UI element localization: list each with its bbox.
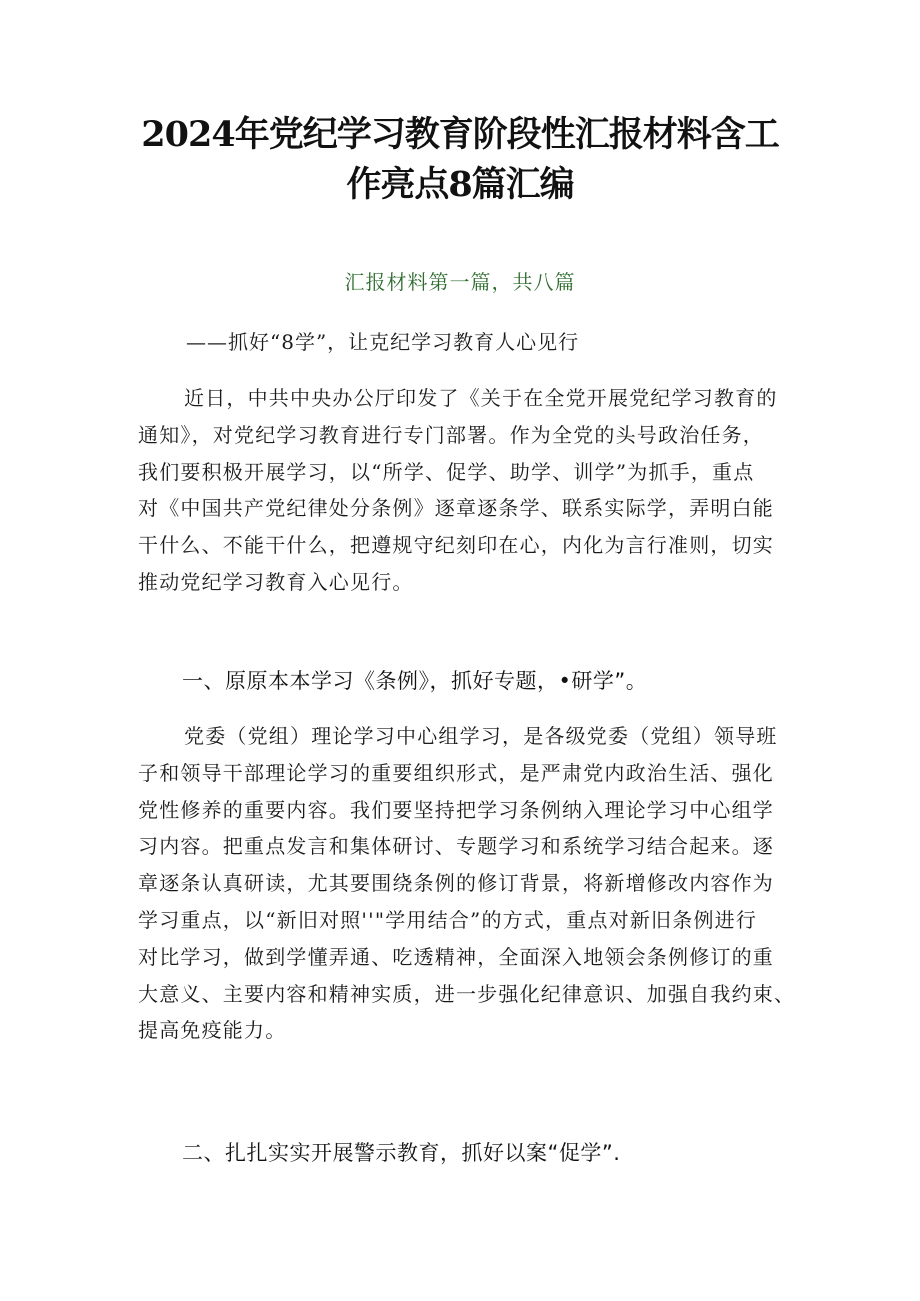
paragraph-1 bbox=[138, 380, 798, 601]
paragraph-2-line: 提高免疫能力。 bbox=[138, 1018, 287, 1043]
paragraph-1-line: 对《中国共产党纪律处分条例》逐章逐条学、联系实际学，弄明白能 bbox=[138, 496, 774, 521]
section-heading-2: 二、扎扎实实开展警示教育，抓好以案“促学”. bbox=[182, 1141, 621, 1165]
document-dash-line: ——抓好“8学”，让克纪学习教育人心见行 bbox=[186, 330, 580, 354]
paragraph-2-line: 对比学习，做到学懂弄通、吃透精神，全面深入地领会条例修订的重 bbox=[138, 944, 774, 969]
paragraph-2 bbox=[138, 718, 798, 1049]
paragraph-1-line: 推动党纪学习教育入心见行。 bbox=[138, 569, 414, 594]
document-title bbox=[120, 110, 800, 210]
paragraph-2-line: 章逐条认真研读，尤其要围绕条例的修订背景，将新增修改内容作为 bbox=[138, 871, 774, 896]
document-subtitle: 汇报材料第一篇，共八篇 bbox=[344, 270, 576, 294]
paragraph-1-line: 我们要积极开展学习，以“所学、促学、助学、训学”为抓手，重点 bbox=[138, 459, 755, 484]
paragraph-2-line: 习内容。把重点发言和集体研讨、专题学习和系统学习结合起来。逐 bbox=[138, 834, 774, 859]
paragraph-1-line: 通知》，对党纪学习教育进行专门部署。作为全党的头号政治任务， bbox=[138, 422, 764, 447]
paragraph-2-line: 学习重点，以“新旧对照''"学用结合”的方式，重点对新旧条例进行 bbox=[138, 907, 758, 932]
section-heading-1: 一、原原本本学习《条例》，抓好专题，•研学”。 bbox=[182, 669, 648, 693]
title-line-1: 2024年党纪学习教育阶段性汇报材料含工 bbox=[141, 114, 779, 155]
paragraph-2-line: 党委（党组）理论学习中心组学习，是各级党委（党组）领导班 bbox=[184, 724, 778, 748]
paragraph-2-line: 子和领导干部理论学习的重要组织形式，是严肃党内政治生活、强化 bbox=[138, 760, 774, 785]
paragraph-2-line: 党性修养的重要内容。我们要坚持把学习条例纳入理论学习中心组学 bbox=[138, 797, 774, 822]
paragraph-2-line: 大意义、主要内容和精神实质，进一步强化纪律意识、加强自我约束、 bbox=[138, 981, 796, 1006]
title-line-2: 作亮点8篇汇编 bbox=[346, 164, 574, 205]
paragraph-1-line: 近日，中共中央办公厅印发了《关于在全党开展党纪学习教育的 bbox=[184, 386, 778, 410]
paragraph-1-line: 干什么、不能干什么，把遵规守纪刻印在心，内化为言行准则，切实 bbox=[138, 533, 774, 558]
